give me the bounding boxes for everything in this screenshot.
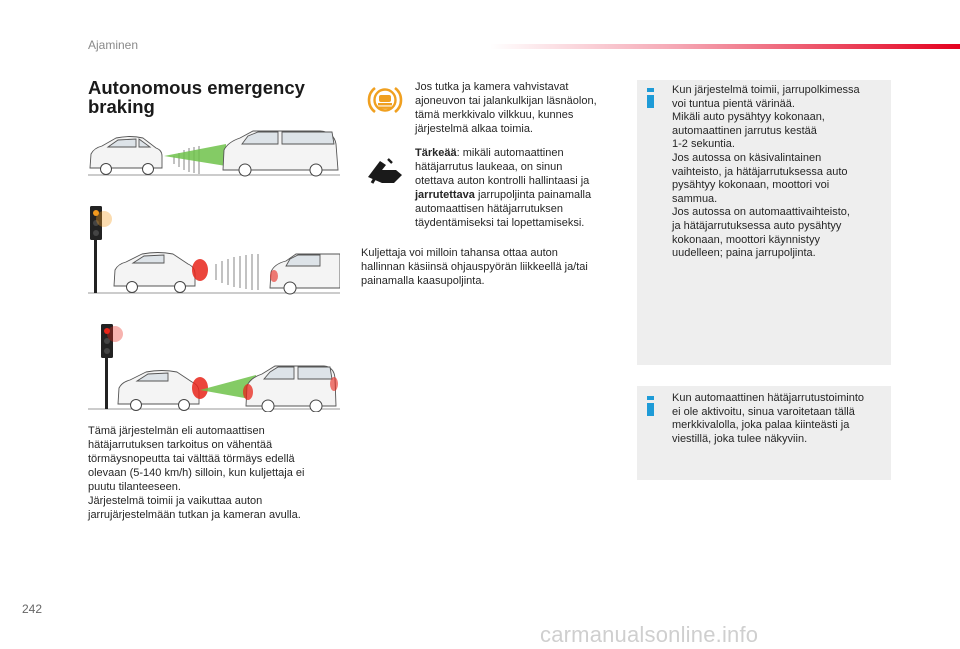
collision-warning-lamp-icon (366, 84, 404, 116)
important-bold-brake: jarrutettava (415, 189, 475, 201)
info-box-operation-text: Kun järjestelmä toimii, jarrupolkimessa voi tuntua pientä värinää. Mikäli auto pysähtyy kokonaan, automaattinen jarrutus kestää 1-2 sekuntia. Jos autossa on käsivalintainen vaihteisto, ja hätäjarrutuksessa auto pysähtyy kokonaan, moottori voi sammua. Jos autossa on automaattivaihteisto, ja hätäjarrutuksessa auto pysähtyy kokonaan, moottori käynnistyy uudelleen; paina jarrupoljinta. (672, 84, 860, 260)
page-number: 242 (22, 602, 43, 616)
system-description: Tämä järjestelmän eli automaattisen hätäjarrutuksen tarkoitus on vähentää törmäysnopeutta tai välttää törmäys edellä olevaan (5-140 km/h) silloin, kun kuljettaja ei puutu tilanteeseen. Järjestelmä toimii ja vaikuttaa auton jarrujärjestelmään tutkan ja kameran avulla. (88, 425, 305, 521)
driver-override-text: Kuljettaja voi milloin tahansa ottaa auton hallinnan käsiinsä ohjauspyörän liikkeellä ja/tai painamalla kaasupoljinta. (361, 247, 588, 287)
warning-lamp-text: Jos tutka ja kamera vahvistavat ajoneuvon tai jalankulkijan läsnäolon, tämä merkkivalo vilkkuu, kunnes järjestelmä alkaa toimia. (415, 81, 597, 135)
info-box-not-activated-text: Kun automaattinen hätäjarrutustoiminto ei ole aktivoitu, sinua varoitetaan tällä merkkivalolla, joka palaa kiinteästi ja viestillä, joka tulee näkyviin. (672, 392, 865, 445)
info-box-operation (637, 80, 891, 365)
illustration-traffic-light-warning (88, 204, 340, 296)
info-icon (647, 396, 654, 416)
car-illustration (90, 137, 162, 169)
important-text-1: : mikäli automaattinen hätäjarrutus laukeaa, on sinun otettava auton kontrolli hallintaasi ja (415, 147, 590, 187)
info-icon (647, 88, 654, 108)
info-box-not-activated (637, 386, 891, 480)
illustration-following-distance (88, 128, 340, 178)
page-title: Autonomous emergency braking (88, 77, 305, 117)
hand-on-wheel-icon (366, 157, 404, 185)
important-text-3: jarrupoljinta painamalla automaattisen hätäjarrutuksen täydentämiseksi tai lopettamiseksi. (415, 189, 592, 229)
important-label: Tärkeää (415, 147, 457, 159)
section-label: Ajaminen (88, 38, 139, 52)
header-accent-bar (490, 44, 960, 49)
illustration-emergency-braking (88, 320, 340, 412)
important-note (415, 146, 625, 230)
watermark: carmanualsonline.info (540, 622, 759, 647)
